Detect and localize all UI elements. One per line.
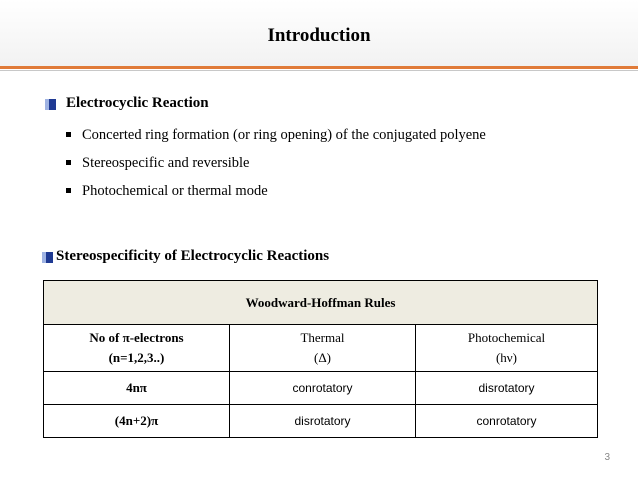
title-underline [0,66,638,69]
page-number: 3 [604,452,610,463]
column-header-photochemical [416,325,598,372]
title-underline-shadow [0,70,638,71]
column-header-line: (n=1,2,3..) [108,350,165,365]
column-header-thermal [230,325,416,372]
list-item-text: Concerted ring formation (or ring opening) of the conjugated polyene [82,127,486,143]
section-heading-electrocyclic: Electrocyclic Reaction [66,95,209,111]
bullet-list [66,126,486,210]
list-item [66,182,486,210]
square-bullet-icon [66,132,71,137]
section-square-bullet-icon [45,99,56,110]
column-header-line: (hν) [495,350,518,365]
table-cell: disrotatory [416,372,598,405]
square-bullet-icon [66,160,71,165]
table-cell: conrotatory [416,405,598,438]
column-header-line: Photochemical [467,330,546,345]
list-item [66,126,486,154]
column-header-line: Thermal [300,330,345,345]
column-header-electrons [44,325,230,372]
table-cell: 4nπ [44,372,230,405]
column-header-line: No of π-electrons [89,330,184,345]
list-item-text: Photochemical or thermal mode [82,183,268,199]
square-bullet-icon [66,188,71,193]
section-heading-stereospecificity: Stereospecificity of Electrocyclic Reactions [56,248,330,264]
table-caption: Woodward-Hoffman Rules [44,281,598,325]
table-row [44,372,598,405]
table-row [44,405,598,438]
table-cell: conrotatory [230,372,416,405]
table-header-row [44,325,598,372]
column-header-line: (Δ) [313,350,332,365]
slide-title: Introduction [267,25,371,46]
list-item-text: Stereospecific and reversible [82,155,250,171]
table-cell: disrotatory [230,405,416,438]
table-cell: (4n+2)π [44,405,230,438]
section-square-bullet-icon [42,252,53,263]
list-item [66,154,486,182]
woodward-hoffman-table [43,280,598,438]
